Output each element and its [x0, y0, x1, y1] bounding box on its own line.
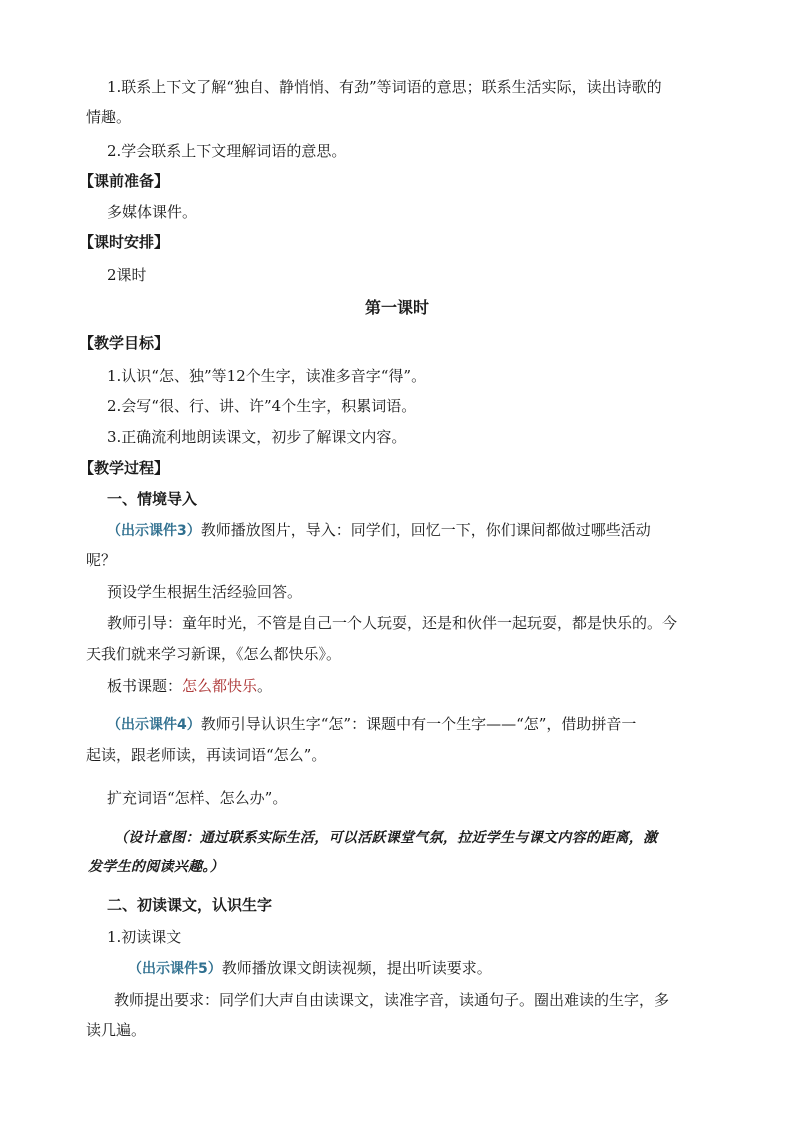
board-title-end: 。	[257, 677, 273, 695]
section-2-paragraph-1	[128, 958, 492, 979]
section-1-paragraph-1-line-1	[107, 520, 651, 541]
goal-item-1-line-1: 1.联系上下文了解“独自、静悄悄、有劲”等词语的意思；联系生活实际，读出诗歌的	[107, 78, 662, 96]
section-1-paragraph-6: 扩充词语“怎样、怎么办”。	[107, 789, 288, 807]
section-1-paragraph-5-line-1	[107, 714, 636, 735]
courseware-tag: （出示课件4）	[107, 717, 201, 733]
section-2-paragraph-2-line-1: 教师提出要求：同学们大声自由读课文，读准字音，读通句子。圈出难读的生字，多	[114, 991, 670, 1009]
schedule-heading: 【课时安排】	[79, 233, 170, 251]
paragraph-text: 教师播放课文朗读视频，提出听读要求。	[221, 959, 492, 977]
section-2-paragraph-2-line-2: 读几遍。	[86, 1021, 147, 1039]
section-1-paragraph-2: 预设学生根据生活经验回答。	[107, 583, 303, 601]
courseware-tag: （出示课件3）	[107, 523, 201, 539]
courseware-tag: （出示课件5）	[128, 961, 222, 977]
process-heading: 【教学过程】	[79, 459, 170, 477]
objectives-heading: 【教学目标】	[79, 334, 170, 352]
objective-item-3: 3.正确流利地朗读课文，初步了解课文内容。	[107, 428, 407, 446]
objective-item-1: 1.认识“怎、独”等12个生字，读准多音字“得”。	[107, 367, 427, 385]
board-title-text: 怎么都快乐	[182, 677, 258, 695]
section-1-paragraph-3-line-2: 天我们就来学习新课，《怎么都快乐》。	[86, 645, 342, 663]
section-1-paragraph-3-line-1: 教师引导：童年时光，不管是自己一个人玩耍，还是和伙伴一起玩耍，都是快乐的。今	[107, 614, 678, 632]
prep-heading: 【课前准备】	[79, 172, 170, 190]
paragraph-text: 教师引导认识生字“怎”：课题中有一个生字——“怎”，借助拼音一	[200, 715, 637, 733]
design-intent-line-2: 发学生的阅读兴趣。）	[88, 859, 224, 875]
section-2-subheading-1: 1.初读课文	[107, 928, 182, 946]
goal-item-1-line-2: 情趣。	[86, 108, 132, 126]
section-2-title: 二、初读课文，认识生字	[107, 896, 273, 914]
section-1-title: 一、情境导入	[107, 490, 198, 508]
board-title-label: 板书课题：	[107, 677, 183, 695]
section-1-paragraph-1-line-2: 呢？	[86, 551, 117, 569]
goal-item-2: 2.学会联系上下文理解词语的意思。	[107, 142, 347, 160]
objective-item-2: 2.会写“很、行、讲、许”4个生字，积累词语。	[107, 397, 417, 415]
paragraph-text: 教师播放图片，导入：同学们，回忆一下，你们课间都做过哪些活动	[200, 521, 651, 539]
lesson-title: 第一课时	[364, 298, 429, 317]
design-intent-line-1: （设计意图：通过联系实际生活，可以活跃课堂气氛，拉近学生与课文内容的距离，激	[114, 830, 658, 846]
prep-text: 多媒体课件。	[107, 203, 198, 221]
section-1-paragraph-4	[107, 676, 272, 696]
section-1-paragraph-5-line-2: 起读，跟老师读，再读词语“怎么”。	[86, 746, 327, 764]
schedule-text: 2课时	[107, 266, 147, 284]
